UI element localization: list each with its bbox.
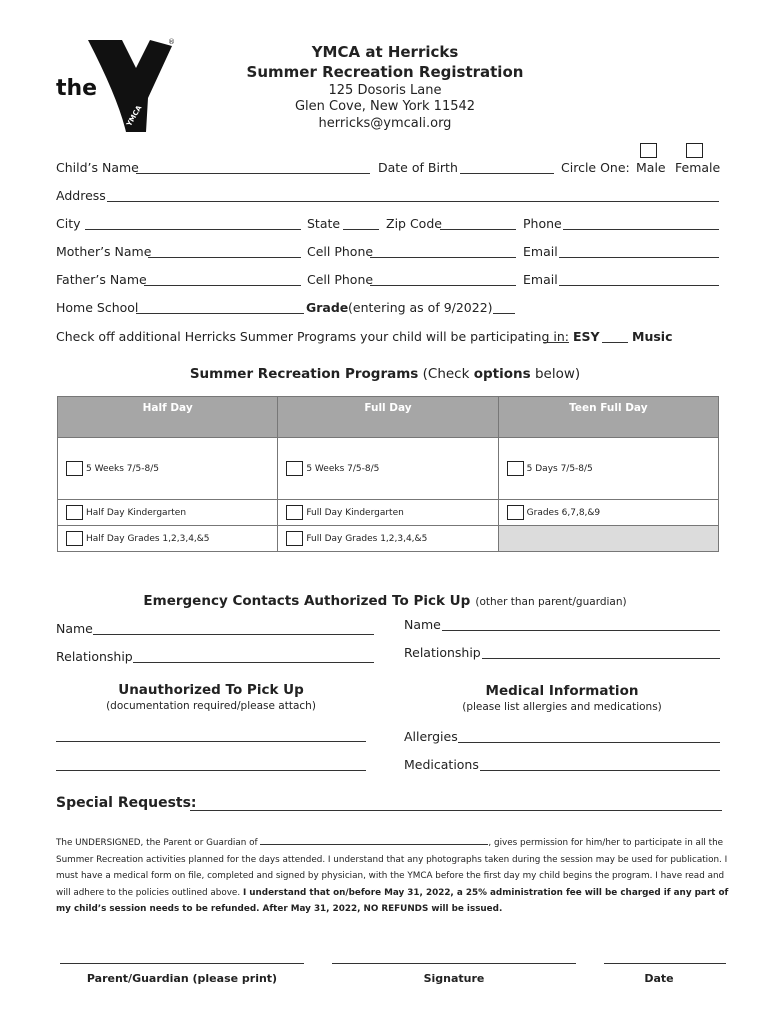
table-cell <box>58 526 278 552</box>
phone-label: Phone <box>523 216 562 231</box>
state-field[interactable] <box>343 229 379 230</box>
child-name-field[interactable] <box>136 173 370 174</box>
table-cell <box>58 500 278 526</box>
table-row <box>58 438 719 500</box>
logo-registered: ® <box>168 38 175 46</box>
father-cell-field[interactable] <box>370 285 516 286</box>
father-name-label: Father’s Name <box>56 272 147 287</box>
unauthorized-title: Unauthorized To Pick Up <box>118 682 304 698</box>
signature-label: Signature <box>423 972 485 985</box>
option-checkbox[interactable] <box>507 461 524 476</box>
header-teen-full-day: Teen Full Day <box>498 397 718 438</box>
male-label: Male <box>636 160 666 175</box>
programs-title <box>0 366 770 382</box>
father-name-field[interactable] <box>144 285 301 286</box>
programs-header-row <box>58 397 719 438</box>
zip-label: Zip Code <box>386 216 442 231</box>
state-label: State <box>307 216 341 231</box>
emergency-relationship-field-1[interactable] <box>133 662 374 663</box>
logo-word: the <box>56 76 98 101</box>
child-name-label: Child’s Name <box>56 160 139 175</box>
table-cell <box>278 438 498 500</box>
address-label: Address <box>56 188 106 203</box>
table-row <box>58 526 719 552</box>
mother-cell-label: Cell Phone <box>307 244 374 259</box>
unauthorized-field-1[interactable] <box>56 741 366 742</box>
programs-title-text: Summer Recreation Programs <box>189 366 419 382</box>
unauthorized-field-2[interactable] <box>56 770 366 771</box>
option-checkbox[interactable] <box>66 461 83 476</box>
option-checkbox[interactable] <box>66 531 83 546</box>
medical-note: (please list allergies and medications) <box>462 701 662 713</box>
grade-label: Grade <box>306 300 349 315</box>
legal-paragraph <box>56 834 732 918</box>
table-cell <box>278 526 498 552</box>
music-field[interactable] <box>602 342 628 343</box>
female-checkbox[interactable] <box>686 143 703 158</box>
circle-one-label: Circle One: <box>561 160 630 175</box>
medications-label: Medications <box>404 757 479 772</box>
table-cell-empty <box>498 526 718 552</box>
table-cell <box>498 500 718 526</box>
programs-subtitle-bold: options <box>473 366 531 382</box>
emergency-relationship-label-2: Relationship <box>404 645 481 660</box>
header-half-day: Half Day <box>58 397 278 438</box>
esy-label: ESY <box>573 329 600 344</box>
form-title: Summer Recreation Registration <box>246 63 524 81</box>
header-full-day: Full Day <box>278 397 498 438</box>
contact-email: herricks@ymcali.org <box>318 116 452 131</box>
medical-title: Medical Information <box>485 683 639 699</box>
emergency-title-text: Emergency Contacts Authorized To Pick Up <box>143 593 471 609</box>
option-checkbox[interactable] <box>286 461 303 476</box>
option-checkbox[interactable] <box>286 531 303 546</box>
option-label: Full Day Kindergarten <box>306 508 404 518</box>
mother-cell-field[interactable] <box>370 257 516 258</box>
city-label: City <box>56 216 81 231</box>
phone-field[interactable] <box>563 229 719 230</box>
mother-email-field[interactable] <box>559 257 719 258</box>
programs-subtitle-pre: (Check <box>422 366 470 382</box>
dob-label: Date of Birth <box>378 160 458 175</box>
additional-programs-text: Check off additional Herricks Summer Programs your child will be participating in: <box>56 329 569 344</box>
table-cell <box>278 500 498 526</box>
grade-field[interactable] <box>493 313 515 314</box>
emergency-note: (other than parent/guardian) <box>475 596 627 608</box>
option-label: Half Day Kindergarten <box>86 508 187 518</box>
address-line2: Glen Cove, New York 11542 <box>294 99 476 114</box>
music-label: Music <box>632 329 673 344</box>
option-checkbox[interactable] <box>66 505 83 520</box>
option-label: Full Day Grades 1,2,3,4,&5 <box>306 534 428 544</box>
programs-table <box>57 396 719 552</box>
unauthorized-note: (documentation required/please attach) <box>106 700 316 712</box>
dob-field[interactable] <box>460 173 554 174</box>
esy-field[interactable] <box>543 342 569 343</box>
special-requests-field[interactable] <box>190 810 722 811</box>
home-school-field[interactable] <box>136 313 304 314</box>
mother-email-label: Email <box>523 244 558 259</box>
emergency-relationship-field-2[interactable] <box>482 658 720 659</box>
signature-field[interactable] <box>332 963 576 964</box>
option-checkbox[interactable] <box>507 505 524 520</box>
emergency-name-field-2[interactable] <box>442 630 720 631</box>
emergency-name-field-1[interactable] <box>93 634 374 635</box>
grade-note: (entering as of 9/2022) <box>348 300 493 315</box>
table-row <box>58 500 719 526</box>
city-field[interactable] <box>85 229 301 230</box>
address-field[interactable] <box>107 201 719 202</box>
programs-subtitle-post: below) <box>534 366 581 382</box>
option-label: 5 Weeks 7/5-8/5 <box>306 464 380 474</box>
legal-child-name-field[interactable] <box>260 834 488 845</box>
date-field[interactable] <box>604 963 726 964</box>
table-cell <box>58 438 278 500</box>
emergency-title <box>0 590 770 609</box>
logo-mark: YMCA <box>125 104 144 128</box>
zip-field[interactable] <box>440 229 516 230</box>
legal-text-2: , gives permission for him/her to participate in all the Summer Recreation activities planned for the days attended. I understand that any photographs taken during the session may be used for publication. I must have a medical form on file, completed and signed by physician, with the YMCA before the first day my child begins the program. I have read and will adhere to the policies outlined above. <box>56 838 728 898</box>
female-label: Female <box>675 160 721 175</box>
medications-field[interactable] <box>480 770 720 771</box>
option-label: 5 Weeks 7/5-8/5 <box>86 464 160 474</box>
parent-print-label: Parent/Guardian (please print) <box>86 972 278 985</box>
male-checkbox[interactable] <box>640 143 657 158</box>
allergies-field[interactable] <box>458 742 720 743</box>
org-name: YMCA at Herricks <box>311 43 459 61</box>
emergency-relationship-label-1: Relationship <box>56 649 133 664</box>
father-email-field[interactable] <box>559 285 719 286</box>
emergency-name-label-1: Name <box>56 621 93 636</box>
option-label: Grades 6,7,8,&9 <box>526 508 601 518</box>
allergies-label: Allergies <box>404 729 458 744</box>
option-label: 5 Days 7/5-8/5 <box>526 464 593 474</box>
emergency-name-label-2: Name <box>404 617 441 632</box>
mother-name-label: Mother’s Name <box>56 244 152 259</box>
date-label: Date <box>644 972 674 985</box>
option-label: Half Day Grades 1,2,3,4,&5 <box>86 534 210 544</box>
home-school-label: Home School <box>56 300 139 315</box>
parent-print-field[interactable] <box>60 963 304 964</box>
special-requests-label: Special Requests: <box>56 795 197 811</box>
option-checkbox[interactable] <box>286 505 303 520</box>
father-email-label: Email <box>523 272 558 287</box>
table-cell <box>498 438 718 500</box>
mother-name-field[interactable] <box>148 257 301 258</box>
legal-text-1: The UNDERSIGNED, the Parent or Guardian of <box>56 838 258 848</box>
legal-refund-policy: I understand that on/before May 31, 2022, a 25% administration fee will be charged if any part of my child’s session needs to be refunded. After May 31, 2022, NO REFUNDS will be issued. <box>56 887 729 914</box>
address-line1: 125 Dosoris Lane <box>328 83 442 98</box>
father-cell-label: Cell Phone <box>307 272 374 287</box>
